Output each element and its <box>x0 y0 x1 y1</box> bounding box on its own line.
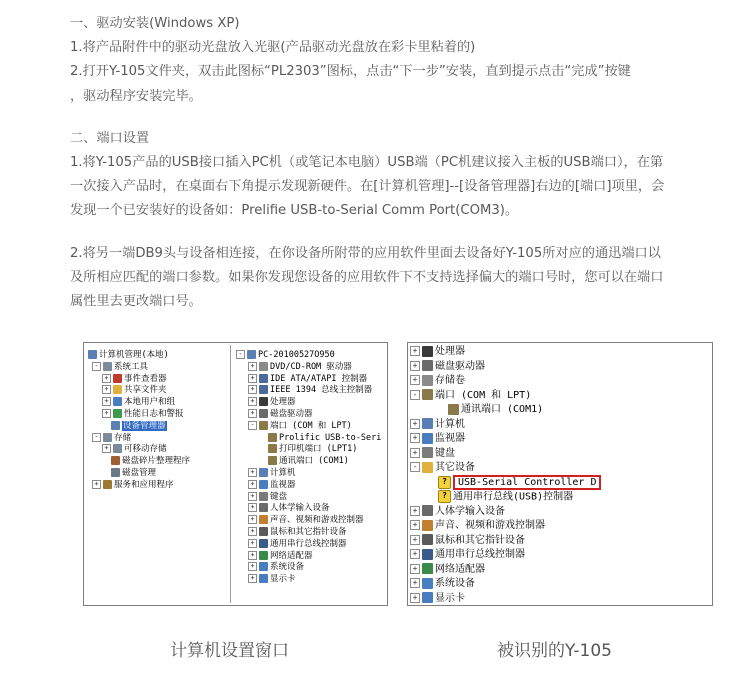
tree-item-label: USB-Serial Controller D <box>453 475 601 490</box>
tree-item[interactable] <box>248 374 367 385</box>
warning-icon: ? <box>438 490 451 503</box>
display-icon <box>259 574 268 583</box>
tree-item[interactable] <box>102 385 167 396</box>
hdd-icon <box>422 360 433 371</box>
tree-item[interactable] <box>102 374 167 385</box>
removable-icon <box>113 444 122 453</box>
keyboard-icon <box>259 492 268 501</box>
tree-item-label: 处理器 <box>270 397 296 408</box>
hdd-icon <box>259 409 268 418</box>
tree-item-label: 键盘 <box>270 491 288 502</box>
tree-item[interactable] <box>111 421 167 432</box>
port-icon <box>268 444 277 453</box>
section-1-title: 一、驱动安装(Windows XP) <box>70 16 240 31</box>
hid-icon <box>422 505 433 516</box>
tree-item[interactable] <box>92 362 148 373</box>
port-icon <box>268 433 277 442</box>
expand-toggle[interactable]: + <box>248 515 257 524</box>
tree-item-label: 通讯端口 (COM1) <box>461 404 544 415</box>
expand-toggle[interactable]: + <box>248 551 257 560</box>
tree-item-label: 通用串行总线控制器 <box>270 538 347 549</box>
tree-item[interactable] <box>102 409 184 420</box>
expand-toggle[interactable]: + <box>410 593 420 603</box>
volume-icon <box>422 375 433 386</box>
network-icon <box>259 551 268 560</box>
cpu-icon <box>422 346 433 357</box>
tree-item[interactable] <box>410 360 485 375</box>
tree-item-label: 系统工具 <box>114 361 149 372</box>
mouse-icon <box>259 527 268 536</box>
tree-item-label: 声音、视频和游戏控制器 <box>435 520 545 531</box>
tree-item[interactable] <box>410 577 475 592</box>
device-manager-pane <box>234 345 387 603</box>
tree-item-label: 磁盘驱动器 <box>435 360 485 372</box>
users-icon <box>113 397 122 406</box>
system-icon <box>259 562 268 571</box>
tree-item[interactable] <box>410 519 545 534</box>
tree-item[interactable] <box>248 492 287 503</box>
expand-toggle[interactable]: + <box>410 578 420 588</box>
tree-item[interactable] <box>248 515 364 526</box>
tree-item-label: 端口 (COM 和 LPT) <box>270 420 352 431</box>
keyboard-icon <box>422 447 433 458</box>
display-icon <box>422 592 433 603</box>
tree-item-label: 通用串行总线(USB)控制器 <box>453 491 574 503</box>
expand-toggle[interactable]: + <box>92 480 101 489</box>
usb-icon <box>422 549 433 560</box>
tree-item-label: 声音、视频和游戏控制器 <box>270 515 364 526</box>
monitor-icon <box>422 433 433 444</box>
computer-icon <box>259 468 268 477</box>
tree-item[interactable] <box>410 505 505 520</box>
step-text: 2.将另一端DB9头与设备相连接，在你设备所附带的应用软件里面去设备好Y-105所对应的通迅端口以 <box>70 245 661 261</box>
expand-toggle[interactable]: + <box>248 480 257 489</box>
console-tree-pane <box>84 345 231 603</box>
expand-toggle[interactable]: + <box>410 520 420 530</box>
tree-item-label: 可移动存储 <box>124 444 167 455</box>
expand-toggle[interactable]: + <box>102 409 111 418</box>
tree-item-label: 人体学输入设备 <box>435 505 505 517</box>
tree-item[interactable] <box>410 374 465 389</box>
tree-item-label: 计算机管理(本地) <box>99 350 169 360</box>
sound-icon <box>259 515 268 524</box>
expand-toggle[interactable]: + <box>102 374 111 383</box>
ide-icon <box>259 374 268 383</box>
step-text: 1.将Y-105产品的USB接口插入PC机（或笔记本电脑）USB端（PC机建议接入主板的USB端口），在第 <box>70 155 664 171</box>
tree-item-label: 磁盘管理 <box>122 468 157 478</box>
tree-item-label: 共享文件夹 <box>124 385 167 396</box>
warning-icon: ? <box>438 476 451 489</box>
tree-item[interactable] <box>410 418 465 433</box>
tree-item-label: 事件查看器 <box>124 373 167 384</box>
tree-item[interactable] <box>92 480 174 491</box>
storage-icon <box>103 433 112 442</box>
tree-item[interactable] <box>248 421 352 432</box>
expand-toggle[interactable]: + <box>248 539 257 548</box>
tree-item-label: Prolific USB-to-Seri <box>279 432 382 443</box>
tree-item-label: 磁盘驱动器 <box>270 409 313 419</box>
tree-item-label: 监视器 <box>435 433 465 444</box>
expand-toggle[interactable]: + <box>410 375 420 385</box>
expand-toggle[interactable]: - <box>410 462 420 472</box>
expand-toggle[interactable]: + <box>248 492 257 501</box>
port-icon <box>422 389 433 400</box>
step-text: 及所相应匹配的端口参数。如果你发现您设备的应用软件下不支持选择偏大的端口号时，您可以在端口 <box>70 269 664 285</box>
expand-toggle[interactable]: + <box>410 564 420 574</box>
computer-icon <box>247 350 256 359</box>
network-icon <box>422 563 433 574</box>
tree-item-label: IEEE 1394 总线主控制器 <box>270 385 373 396</box>
recognized-device-screenshot <box>407 342 713 606</box>
step-text: 属性里去更改端口号。 <box>70 294 202 310</box>
tree-item[interactable] <box>248 409 313 420</box>
expand-toggle[interactable]: + <box>410 433 420 443</box>
defrag-icon <box>111 456 120 465</box>
expand-toggle[interactable]: + <box>410 506 420 516</box>
tree-item[interactable] <box>410 592 465 607</box>
tree-item-label: 磁盘碎片整理程序 <box>122 456 191 467</box>
step-text: 发现一个已安装好的设备如：Prelifie USB-to-Serial Comm Port(COM3)。 <box>70 203 519 219</box>
device-tree-pane <box>408 345 712 603</box>
expand-toggle[interactable]: + <box>248 574 257 583</box>
tree-item[interactable] <box>248 562 304 573</box>
tree-item-label: 计算机 <box>435 418 465 430</box>
expand-toggle[interactable]: + <box>410 549 420 559</box>
tree-item[interactable] <box>248 480 296 491</box>
tree-item-label: IDE ATA/ATAPI 控制器 <box>270 373 368 384</box>
computer-management-screenshot <box>83 342 388 606</box>
tree-item-label: 存储卷 <box>435 375 465 386</box>
sound-icon <box>422 520 433 531</box>
tree-item[interactable] <box>88 350 169 361</box>
folder-icon <box>113 385 122 394</box>
device-manager-icon <box>111 421 120 430</box>
tree-item[interactable] <box>248 551 313 562</box>
port-icon <box>268 456 277 465</box>
expand-toggle[interactable]: + <box>410 448 420 458</box>
tree-item[interactable] <box>248 468 296 479</box>
expand-toggle[interactable]: + <box>248 503 257 512</box>
tree-item-label: 鼠标和其它指针设备 <box>435 534 525 546</box>
tree-item[interactable] <box>102 444 167 455</box>
expand-toggle[interactable]: - <box>248 421 257 430</box>
cpu-icon <box>259 397 268 406</box>
expand-toggle[interactable]: + <box>102 385 111 394</box>
expand-toggle[interactable]: + <box>248 409 257 418</box>
expand-toggle[interactable]: + <box>248 468 257 477</box>
tree-item[interactable] <box>248 503 330 514</box>
tree-item-label: 系统设备 <box>270 562 305 573</box>
section-2-title: 二、端口设置 <box>70 130 150 146</box>
tree-item[interactable] <box>438 490 573 505</box>
tree-item[interactable] <box>410 447 455 462</box>
tree-item-label: 键盘 <box>435 447 455 459</box>
computer-icon <box>422 418 433 429</box>
tree-item-label: 性能日志和警报 <box>124 409 184 419</box>
tree-item[interactable] <box>448 403 543 418</box>
expand-toggle[interactable]: + <box>248 362 257 371</box>
tree-item-label: 通讯端口 (COM1) <box>279 456 349 467</box>
tree-item[interactable] <box>410 389 531 404</box>
tree-item[interactable] <box>410 461 475 476</box>
tree-item-label: 服务和应用程序 <box>114 479 174 490</box>
tree-item[interactable] <box>248 574 296 585</box>
tree-item[interactable] <box>102 397 175 408</box>
expand-toggle[interactable]: + <box>102 397 111 406</box>
expand-toggle[interactable]: + <box>410 346 420 356</box>
port-icon <box>259 421 268 430</box>
tree-item-label: 本地用户和组 <box>124 397 176 408</box>
tree-item-label: 设备管理器 <box>123 420 166 431</box>
computer-icon <box>88 350 97 359</box>
tree-item[interactable] <box>268 444 357 455</box>
expand-toggle[interactable]: - <box>410 390 420 400</box>
perf-icon <box>113 409 122 418</box>
tree-item[interactable] <box>268 456 349 467</box>
step-text: 一次接入产品时，在桌面右下角提示发现新硬件。在[计算机管理]--[设备管理器]右边的[端口]项里，会 <box>70 179 665 195</box>
tree-item[interactable] <box>410 432 465 447</box>
tree-item-label: 监视器 <box>270 479 296 490</box>
mouse-icon <box>422 534 433 545</box>
tree-item-label: 通用串行总线控制器 <box>435 549 525 560</box>
tree-item[interactable] <box>410 345 465 360</box>
tree-item[interactable] <box>248 527 347 538</box>
tree-item[interactable] <box>236 350 335 361</box>
tree-item-label: 网络适配器 <box>435 563 485 575</box>
services-icon <box>103 480 112 489</box>
step-text: ，驱动程序安装完毕。 <box>70 88 202 104</box>
tree-item-label: 网络适配器 <box>270 550 313 561</box>
tree-item[interactable] <box>410 548 525 563</box>
tree-item[interactable] <box>248 385 372 396</box>
expand-toggle[interactable]: - <box>92 362 101 371</box>
expand-toggle[interactable]: + <box>410 535 420 545</box>
tree-item-label: 存储 <box>114 432 132 443</box>
tree-item[interactable] <box>111 468 156 479</box>
tree-item-label: 计算机 <box>270 468 296 478</box>
cdrom-icon <box>259 362 268 371</box>
tree-item-label: 显示卡 <box>270 574 296 585</box>
port-icon <box>448 404 459 415</box>
step-text: 2.打开Y-105文件夹，双击此图标“PL2303”图标，点击“下一步”安装，直到提示点击“完成”按键 <box>70 64 631 80</box>
event-icon <box>113 374 122 383</box>
tree-item-label: 端口 (COM 和 LPT) <box>435 389 532 401</box>
caption-left: 计算机设置窗口 <box>170 641 289 661</box>
tree-item-label: 鼠标和其它指针设备 <box>270 527 347 537</box>
hid-icon <box>259 503 268 512</box>
expand-toggle[interactable]: + <box>102 444 111 453</box>
tree-item-label: PC-20100527O950 <box>258 350 335 360</box>
tree-item[interactable] <box>410 534 525 549</box>
expand-toggle[interactable]: + <box>248 562 257 571</box>
tree-item-label: 人体学输入设备 <box>270 503 330 514</box>
article-body <box>70 12 718 314</box>
tree-item-label: DVD/CD-ROM 驱动器 <box>270 361 352 372</box>
step-text: 1.将产品附件中的驱动光盘放入光驱(产品驱动光盘放在彩卡里粘着的) <box>70 40 476 56</box>
tree-item-label: 系统设备 <box>435 578 475 589</box>
expand-toggle[interactable]: - <box>92 433 101 442</box>
disk-icon <box>111 468 120 477</box>
tools-icon <box>103 362 112 371</box>
expand-toggle[interactable]: + <box>410 419 420 429</box>
tree-item[interactable] <box>111 456 190 467</box>
tree-item[interactable] <box>438 476 601 491</box>
other-devices-icon <box>422 462 433 473</box>
expand-toggle[interactable]: + <box>248 374 257 383</box>
caption-right: 被识别的Y-105 <box>497 641 612 661</box>
tree-item[interactable] <box>410 563 485 578</box>
expand-toggle[interactable]: + <box>410 361 420 371</box>
tree-item-label: 打印机端口 (LPT1) <box>279 444 358 455</box>
expand-toggle[interactable]: + <box>248 397 257 406</box>
tree-item[interactable] <box>248 397 296 408</box>
expand-toggle[interactable]: - <box>236 350 245 359</box>
tree-item[interactable] <box>248 362 352 373</box>
tree-item-label: 处理器 <box>435 346 465 357</box>
expand-toggle[interactable]: + <box>248 527 257 536</box>
tree-item[interactable] <box>268 433 381 444</box>
monitor-icon <box>259 480 268 489</box>
tree-item-label: 其它设备 <box>435 462 475 473</box>
tree-item[interactable] <box>92 433 131 444</box>
tree-item[interactable] <box>248 539 347 550</box>
tree-item-label: 显示卡 <box>435 592 465 604</box>
system-icon <box>422 578 433 589</box>
ieee-icon <box>259 385 268 394</box>
expand-toggle[interactable]: + <box>248 385 257 394</box>
usb-icon <box>259 539 268 548</box>
